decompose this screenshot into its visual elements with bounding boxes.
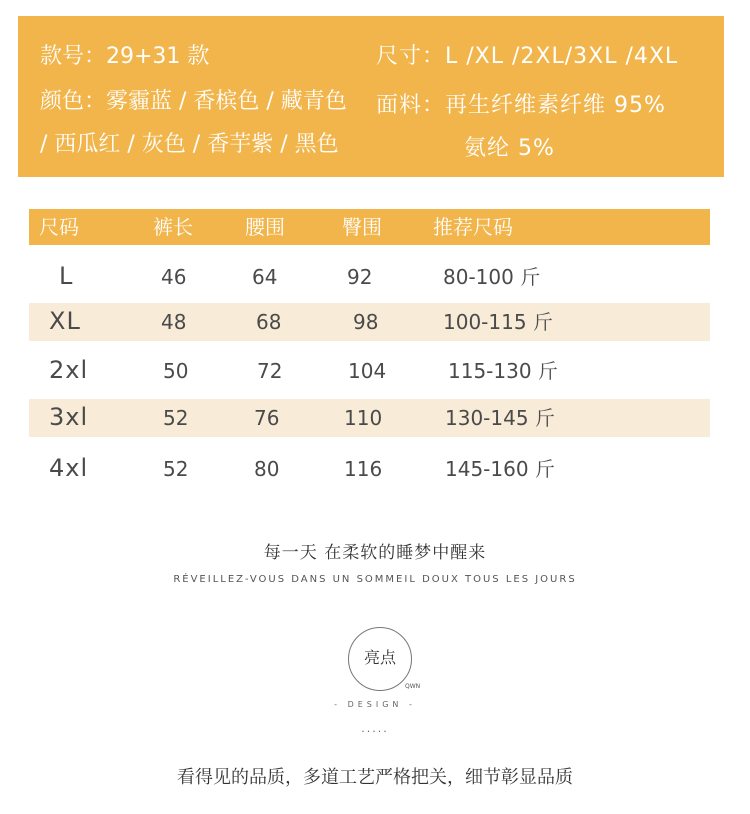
size-options: 尺寸：L /XL /2XL/3XL /4XL <box>376 44 679 69</box>
table-row <box>29 303 710 341</box>
cell-recommend: 100-115 斤 <box>443 310 553 334</box>
cell-length: 52 <box>163 457 189 481</box>
fabric-line2: 氨纶 5% <box>464 136 555 161</box>
cell-length: 48 <box>161 310 187 334</box>
cell-recommend: 80-100 斤 <box>443 265 541 289</box>
cell-length: 50 <box>163 359 189 383</box>
header-waist: 腰围 <box>245 215 285 239</box>
cell-hip: 98 <box>353 310 379 334</box>
design-label: - DESIGN - <box>334 700 416 709</box>
cell-waist: 68 <box>256 310 282 334</box>
cell-length: 46 <box>161 265 187 289</box>
cell-length: 52 <box>163 406 189 430</box>
cell-size: 2xl <box>49 356 89 384</box>
fabric-line1: 面料：再生纤维素纤维 95% <box>376 93 666 118</box>
cell-recommend: 130-145 斤 <box>445 406 555 430</box>
table-row <box>29 352 710 390</box>
header-length: 裤长 <box>153 215 193 239</box>
header-recommend: 推荐尺码 <box>433 215 513 239</box>
color-options-line1: 颜色：雾霾蓝 / 香槟色 / 藏青色 <box>40 89 347 114</box>
cell-waist: 80 <box>254 457 280 481</box>
highlight-sub: QWN <box>405 683 421 690</box>
product-info-banner <box>18 16 724 177</box>
cell-recommend: 145-160 斤 <box>445 457 555 481</box>
decorative-dots: ····· <box>361 725 389 738</box>
table-row <box>29 450 710 488</box>
table-row <box>29 258 710 296</box>
cell-recommend: 115-130 斤 <box>448 359 558 383</box>
cell-hip: 92 <box>347 265 373 289</box>
tagline-fr: RÉVEILLEZ-VOUS DANS UN SOMMEIL DOUX TOUS LES JOURS <box>173 574 577 585</box>
cell-hip: 116 <box>344 457 383 481</box>
cell-size: 4xl <box>49 454 89 482</box>
cell-hip: 104 <box>348 359 387 383</box>
cell-size: 3xl <box>49 403 89 431</box>
cell-size: L <box>59 262 74 290</box>
highlight-label: 亮点 <box>363 648 396 667</box>
cell-waist: 76 <box>254 406 280 430</box>
header-hip: 臀围 <box>342 215 382 239</box>
cell-waist: 64 <box>252 265 278 289</box>
tagline-cn: 每一天 在柔软的睡梦中醒来 <box>263 543 487 563</box>
quality-statement: 看得见的品质，多道工艺严格把关，细节彰显品质 <box>177 767 573 788</box>
color-options-line2: / 西瓜红 / 灰色 / 香芋紫 / 黑色 <box>40 132 339 157</box>
cell-size: XL <box>49 307 81 335</box>
style-number: 款号：29+31 款 <box>40 44 210 69</box>
header-size: 尺码 <box>39 215 79 239</box>
table-row <box>29 399 710 437</box>
cell-waist: 72 <box>257 359 283 383</box>
size-table-header <box>29 209 710 245</box>
cell-hip: 110 <box>344 406 383 430</box>
